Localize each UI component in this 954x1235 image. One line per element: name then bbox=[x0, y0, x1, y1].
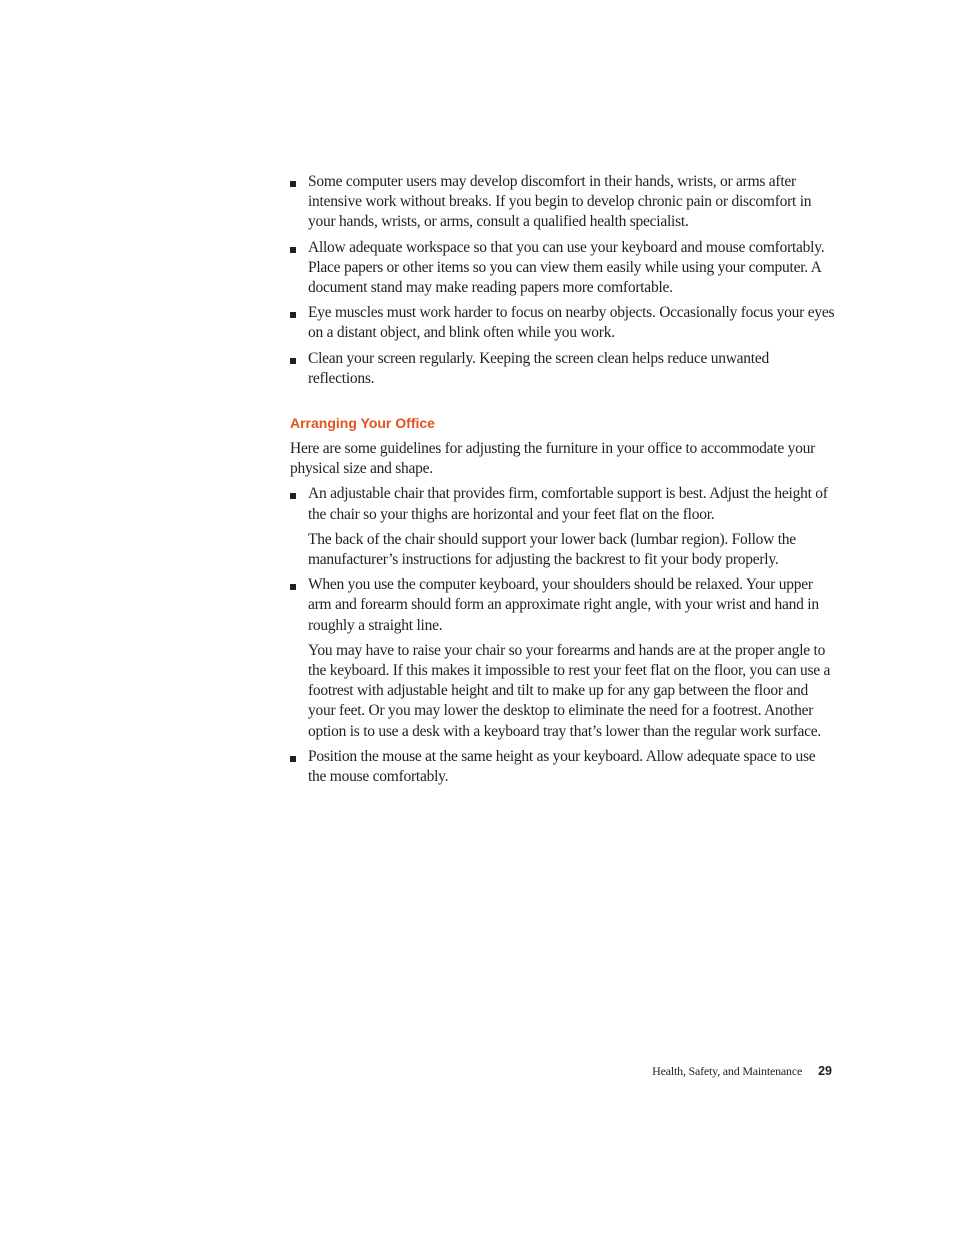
list-item bbox=[290, 747, 835, 787]
bullet-text: Allow adequate workspace so that you can use your keyboard and mouse comfortably. Place papers or other items so you can view them easily while using your computer. A document stand may make reading papers more comfortable. bbox=[308, 238, 825, 297]
bullet-text: Some computer users may develop discomfort in their hands, wrists, or arms after intensive work without breaks. If you begin to develop chronic pain or discomfort in your hands, wrists, or arms, consult a qualified health specialist. bbox=[308, 173, 812, 231]
bullet-sub-paragraph: You may have to raise your chair so your forearms and hands are at the proper angle to the keyboard. If this makes it impossible to rest your feet flat on the floor, you can use a footrest with adjustable height and tilt to make up for any gap between the floor and your feet. Or you may lower the desktop to eliminate the need for a footrest. Another option is to use a desk with a keyboard tray that’s lower than the regular work surface. bbox=[308, 641, 831, 740]
square-bullet-icon bbox=[290, 358, 296, 364]
list-item bbox=[290, 238, 835, 299]
intro-bullet-list bbox=[290, 172, 835, 389]
square-bullet-icon bbox=[290, 584, 296, 590]
section-heading: Arranging Your Office bbox=[290, 415, 435, 432]
page-number: 29 bbox=[818, 1064, 832, 1078]
list-item bbox=[290, 575, 835, 742]
footer-title: Health, Safety, and Maintenance bbox=[652, 1064, 803, 1078]
page-footer bbox=[652, 1063, 832, 1079]
section-intro: Here are some guidelines for adjusting the furniture in your office to accommodate your physical size and shape. bbox=[290, 440, 816, 478]
bullet-text: Position the mouse at the same height as your keyboard. Allow adequate space to use the mouse comfortably. bbox=[308, 747, 816, 786]
square-bullet-icon bbox=[290, 312, 296, 318]
square-bullet-icon bbox=[290, 756, 296, 762]
list-item bbox=[290, 172, 835, 233]
bullet-text: Eye muscles must work harder to focus on nearby objects. Occasionally focus your eyes on a distant object, and blink often while you work. bbox=[308, 304, 835, 342]
square-bullet-icon bbox=[290, 181, 296, 187]
page-content bbox=[290, 172, 835, 792]
bullet-text: When you use the computer keyboard, your shoulders should be relaxed. Your upper arm and forearm should form an approximate right angle, with your wrist and hand in roughly a straight line. bbox=[308, 576, 819, 634]
bullet-sub-paragraph: The back of the chair should support your lower back (lumbar region). Follow the manufacturer’s instructions for adjusting the backrest to fit your body properly. bbox=[308, 530, 796, 569]
list-item bbox=[290, 349, 835, 389]
list-item bbox=[290, 303, 835, 343]
office-bullet-list bbox=[290, 484, 835, 787]
square-bullet-icon bbox=[290, 247, 296, 253]
list-item bbox=[290, 484, 835, 570]
bullet-text: An adjustable chair that provides firm, comfortable support is best. Adjust the height of the chair so your thighs are horizontal and your feet flat on the floor. bbox=[308, 485, 828, 523]
square-bullet-icon bbox=[290, 493, 296, 499]
bullet-text: Clean your screen regularly. Keeping the screen clean helps reduce unwanted reflections. bbox=[308, 349, 769, 387]
